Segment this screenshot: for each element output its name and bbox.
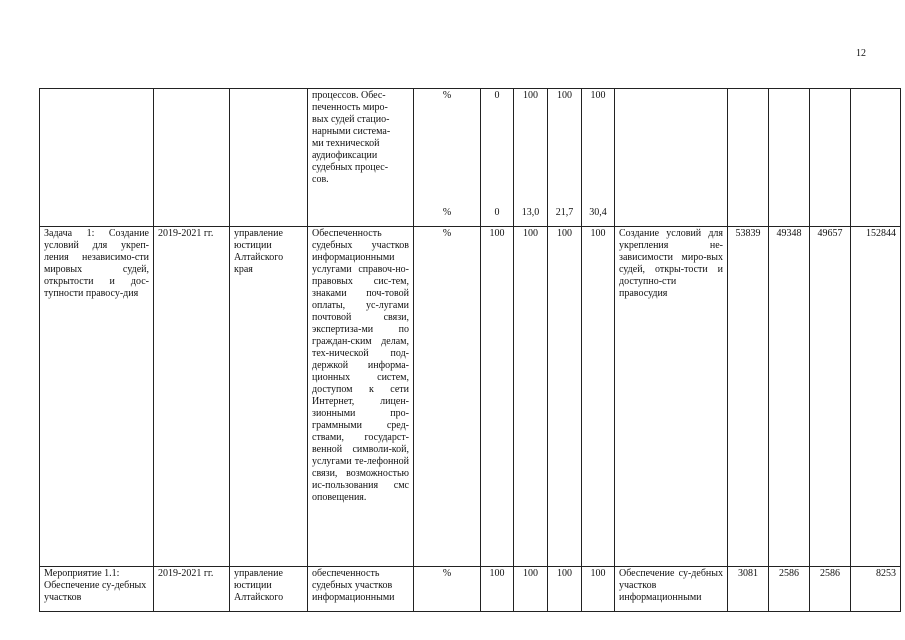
unit-cell [414, 89, 481, 227]
executor-cell: управление юстиции Алтайского [230, 567, 308, 612]
task-cell [40, 89, 154, 227]
value-cell-3: 100 [548, 227, 582, 567]
page-number: 12 [856, 48, 866, 59]
unit-cell: % [414, 227, 481, 567]
funding-cell-4: 8253 [851, 567, 901, 612]
result-cell: Создание условий для укрепления не-зависимости миро-вых судей, откры-тости и доступно-сти правосудия [615, 227, 728, 567]
value-cell-2: 100 [514, 567, 548, 612]
result-cell [615, 89, 728, 227]
unit-bottom: % [442, 207, 452, 218]
value-cell-1: 100 [481, 567, 514, 612]
value-top: 0 [494, 90, 500, 101]
funding-cell-1 [728, 89, 769, 227]
funding-cell-3: 2586 [810, 567, 851, 612]
period-cell: 2019-2021 гг. [154, 227, 230, 567]
task-cell: Мероприятие 1.1: Обеспечение су-дебных участков [40, 567, 154, 612]
funding-cell-2 [769, 89, 810, 227]
period-cell: 2019-2021 гг. [154, 567, 230, 612]
value-bottom: 30,4 [589, 207, 607, 218]
table-row [40, 89, 901, 227]
unit-cell: % [414, 567, 481, 612]
value-cell-4 [582, 89, 615, 227]
value-top: 100 [557, 90, 572, 101]
value-cell-2: 100 [514, 227, 548, 567]
table-row [40, 567, 901, 612]
value-top: 100 [523, 90, 538, 101]
funding-cell-1: 53839 [728, 227, 769, 567]
funding-cell-4 [851, 89, 901, 227]
value-bottom: 13,0 [521, 207, 540, 218]
value-cell-1: 100 [481, 227, 514, 567]
value-cell-4: 100 [582, 567, 615, 612]
funding-cell-1: 3081 [728, 567, 769, 612]
value-cell-3: 100 [548, 567, 582, 612]
program-table [39, 88, 901, 612]
value-cell-3 [548, 89, 582, 227]
executor-cell: управление юстиции Алтайского края [230, 227, 308, 567]
result-cell: Обеспечение су-дебных участков информационными [615, 567, 728, 612]
funding-cell-4: 152844 [851, 227, 901, 567]
funding-cell-2: 49348 [769, 227, 810, 567]
task-cell: Задача 1: Создание условий для укреп-ления независимо-сти мировых судей, открытости и дос-тупности правосу-дия [40, 227, 154, 567]
funding-cell-3 [810, 89, 851, 227]
indicator-cell: процессов. Обес- печенность миро- вых судей стацио- нарными системa- ми технической аудиофиксации судебных процес- сов. [308, 89, 414, 227]
funding-cell-2: 2586 [769, 567, 810, 612]
indicator-cell: обеспеченность судебных участков информационными [308, 567, 414, 612]
indicator-cell: Обеспеченность судебных участков информационными услугами справоч-но-правовых сис-тем, знаками поч-товой оплаты, ус-лугами почтовой связи, экспертиза-ми по граждан-ским делам, тех-нической под-держкой информа-ционных систем, доступом к сети Интернет, лицен-зионными про-граммными сред-ствами, государст-венной символи-кой, услугами те-лефонной связи, возможностью ис-пользования смс оповещения. [308, 227, 414, 567]
value-bottom: 0 [494, 207, 500, 218]
value-cell-1 [481, 89, 514, 227]
executor-cell [230, 89, 308, 227]
funding-cell-3: 49657 [810, 227, 851, 567]
unit-top: % [442, 90, 452, 101]
value-top: 100 [590, 90, 606, 101]
value-cell-2 [514, 89, 548, 227]
value-cell-4: 100 [582, 227, 615, 567]
value-bottom: 21,7 [555, 207, 574, 218]
period-cell [154, 89, 230, 227]
table-row [40, 227, 901, 567]
